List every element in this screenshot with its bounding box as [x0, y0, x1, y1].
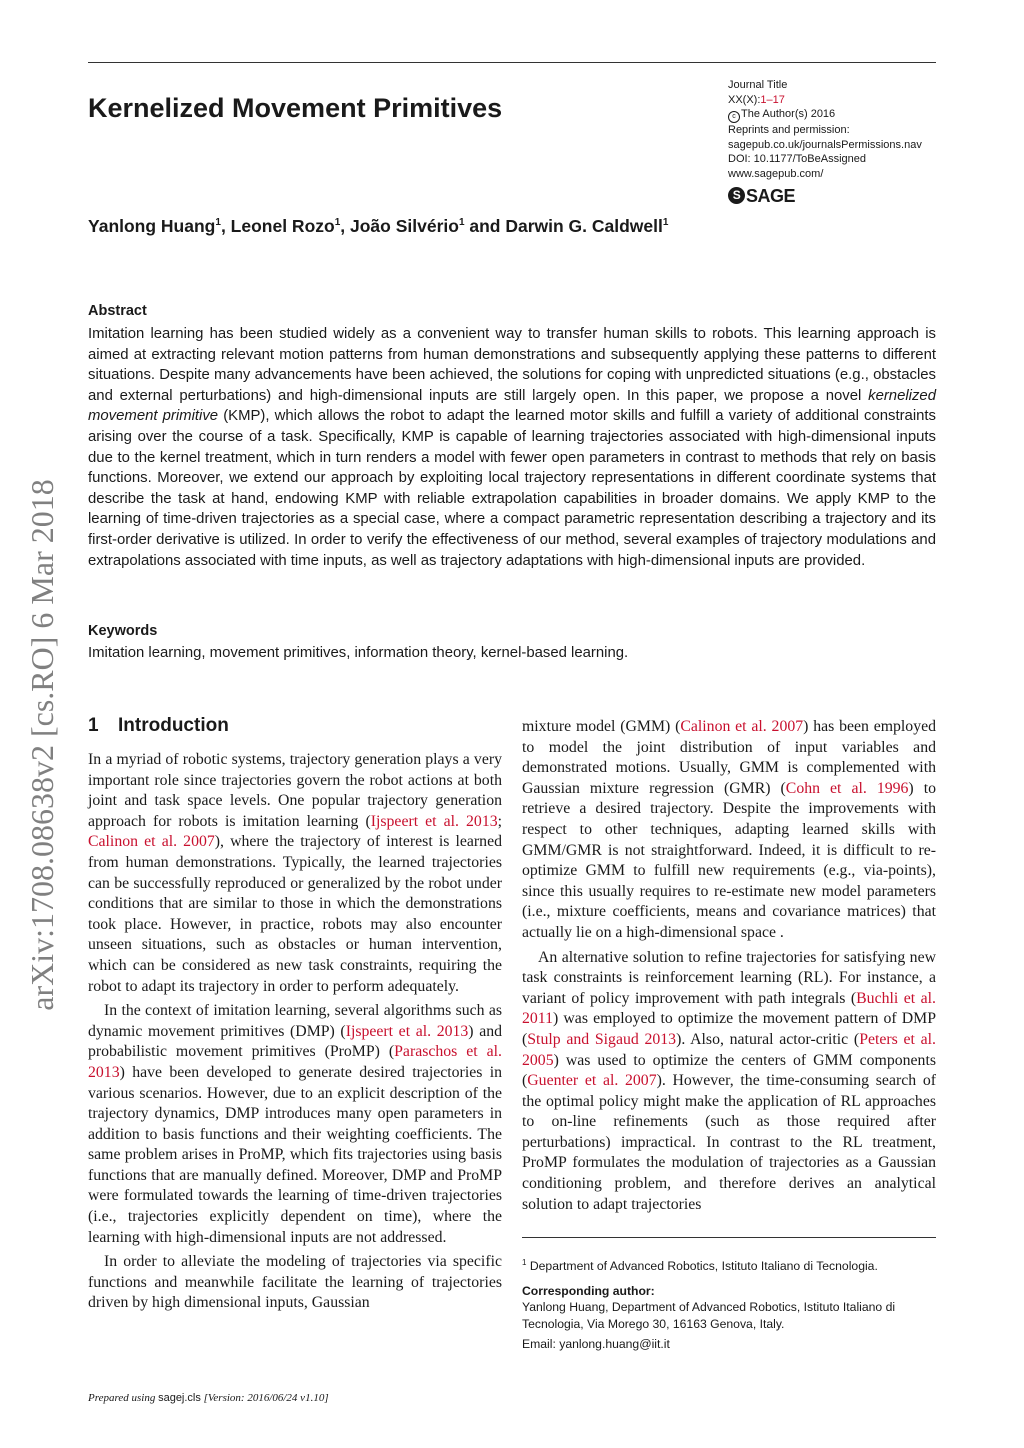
body-text: ), where the trajectory of interest is learned from human demonstrations. Typically, the learned trajectories can be successfully reproduced or generalized by the robot under conditions that are similar to those in which the demonstrations took place. However, in practice, robots may also encounter unseen situations, such as obstacles or human intervention, which can be considered as new task constraints, requiring the robot to adapt its trajectory in order to perform adequately. — [88, 833, 502, 995]
body-text: ). However, the time-consuming search of the optimal policy might make the application of RL approaches to on-line refinements (such as those required after perturbations) impractical. In contrast to the RL treatment, ProMP formulates the modulation of trajectories as a Gaussian conditioning problem, and therefore derives an analytical solution to adapt trajectories — [522, 1072, 936, 1213]
author-affiliation-mark: 1 — [662, 217, 669, 228]
email-address[interactable]: Email: yanlong.huang@iit.it — [522, 1337, 670, 1352]
citation-link[interactable]: Buchli et al. 2011 — [522, 989, 937, 1028]
body-text: ) was employed to optimize the movement pattern of DMP ( — [522, 1010, 936, 1048]
affiliation-footnote — [522, 1255, 936, 1275]
intro-paragraph-3 — [88, 1252, 502, 1314]
right-column — [522, 717, 936, 1219]
version-info: [Version: 2016/06/24 v1.10] — [200, 1392, 329, 1404]
citation-link[interactable]: Guenter et al. 2007 — [527, 1072, 657, 1090]
section-number: 1 — [88, 715, 99, 736]
intro-paragraph-2 — [88, 1001, 502, 1248]
reprints-label: Reprints and permission: — [728, 124, 850, 137]
corresponding-author-heading: Corresponding author: — [522, 1283, 655, 1298]
body-text: In order to alleviate the modeling of trajectories via specific functions and meanwhile facilitate the learning of trajectories driven by high dimensional inputs, Gaussian — [88, 1253, 502, 1312]
sage-logo-text: SAGE — [746, 185, 796, 206]
intro-paragraph-3-continued — [522, 717, 936, 944]
left-column — [88, 714, 502, 1318]
copyright-icon: c — [728, 111, 740, 123]
abstract-section — [88, 302, 936, 571]
journal-volume: XX(X): — [728, 93, 761, 106]
sage-logo — [728, 186, 943, 206]
citation-link[interactable]: Peters et al. 2005 — [522, 1030, 936, 1069]
keywords-section — [88, 622, 936, 663]
doi: DOI: 10.1177/ToBeAssigned — [728, 153, 866, 166]
footnotes — [522, 1255, 936, 1353]
body-text: ) has been employed to model the joint distribution of input variables and demonstrated motions. Usually, GMM is complemented with Gaussian mixture regression (GMR) ( — [522, 718, 937, 797]
abstract-text-part-2: (KMP), which allows the robot to adapt the learned motor skills and fulfill a variety of additional constraints arising over the course of a task. Specifically, KMP is capable of learning trajectories associated with high-dimensional inputs due to the kernel treatment, which in turn renders a model with fewer open parameters in contrast to methods that rely on basis functions. Moreover, we extend our approach by exploiting local trajectory representations in different coordinate systems that describe the task at hand, endowing KMP with reliable extrapolation capabilities in broader domains. We apply KMP to the learning of time-driven trajectories as a special case, where a compact parametric representation describing a trajectory and its first-order derivative is utilized. In order to verify the effectiveness of our method, several examples of trajectory modulations and extrapolations associated with time inputs, as well as trajectory adaptations with high-dimensional inputs are provided. — [88, 408, 936, 569]
citation-link[interactable]: Paraschos et al. 2013 — [88, 1043, 502, 1081]
keywords-text: Imitation learning, movement primitives, information theory, kernel-based learning. — [88, 645, 629, 661]
header-rule — [88, 62, 936, 63]
prepared-using-label: Prepared using — [88, 1392, 159, 1404]
journal-info — [728, 78, 943, 206]
affiliation-text: Department of Advanced Robotics, Istituto Italiano di Tecnologia. — [529, 1259, 878, 1274]
copyright-text: The Author(s) 2016 — [741, 108, 836, 121]
abstract-text — [88, 324, 936, 571]
body-text: In a myriad of robotic systems, trajectory generation plays a very important role since trajectories govern the robot actions at both joint and task space levels. One popular trajectory generation approach for robots is imitation learning ( — [88, 751, 502, 830]
reprints-url: sagepub.co.uk/journalsPermissions.nav — [728, 138, 922, 151]
page-range-link[interactable]: 1–17 — [760, 93, 785, 106]
abstract-text-part-1: Imitation learning has been studied widely as a convenient way to transfer human skills to robots. This learning approach is aimed at extracting relevant motion patterns from human demonstrations and subsequently applying these patterns to different situations. Despite many advancements have been achieved, the solutions for coping with unpredicted situations (e.g., obstacles and external perturbations) and high-dimensional inputs are still largely open. In this paper, we propose a novel — [88, 326, 936, 404]
corresponding-author-text: Yanlong Huang, Department of Advanced Robotics, Istituto Italiano di Tecnologia, Via Morego 30, 16163 Genova, Italy. — [522, 1300, 896, 1331]
arxiv-identifier-stamp: arXiv:1708.08638v2 [cs.RO] 6 Mar 2018 — [24, 479, 60, 1011]
paper-title: Kernelized Movement Primitives — [88, 93, 503, 123]
author-separator: , — [340, 215, 350, 236]
citation-link[interactable]: Calinon et al. 2007 — [680, 718, 804, 735]
citation-link[interactable]: Stulp and Sigaud 2013 — [527, 1030, 677, 1048]
journal-volume-pages — [728, 93, 943, 108]
body-text: ; — [497, 812, 503, 830]
sage-logo-icon: S — [728, 187, 745, 204]
copyright-line — [728, 107, 943, 123]
footnote-rule — [522, 1237, 936, 1238]
citation-link[interactable]: Ijspeert et al. 2013 — [345, 1022, 469, 1040]
body-text: ) and probabilistic movement primitives (ProMP) ( — [88, 1022, 502, 1061]
abstract-emphasis: kernelized movement primitive — [88, 387, 936, 425]
author-affiliation-mark: 1 — [458, 217, 465, 228]
class-file-name: sagej.cls — [158, 1392, 201, 1404]
citation-link[interactable]: Cohn et al. 1996 — [785, 779, 909, 797]
author-separator: , — [220, 215, 231, 236]
publisher-website: www.sagepub.com/ — [728, 167, 824, 180]
page-footer — [88, 1392, 329, 1404]
author-name: Yanlong Huang — [88, 215, 216, 236]
body-text: ). Also, natural actor-critic ( — [676, 1030, 860, 1048]
author-separator: and — [464, 215, 506, 236]
citation-link[interactable]: Ijspeert et al. 2013 — [370, 812, 498, 830]
author-name: Leonel Rozo — [230, 215, 335, 236]
author-affiliation-mark: 1 — [215, 217, 221, 228]
body-text: mixture model (GMM) ( — [522, 718, 681, 735]
body-text: ) was used to optimize the centers of GMM components ( — [522, 1051, 936, 1090]
abstract-heading: Abstract — [88, 303, 147, 319]
body-text: In the context of imitation learning, several algorithms such as dynamic movement primitives (DMP) ( — [88, 1002, 502, 1040]
intro-paragraph-1 — [88, 750, 502, 997]
citation-link[interactable]: Calinon et al. 2007 — [88, 833, 215, 851]
section-title: Introduction — [118, 715, 229, 736]
keywords-heading: Keywords — [88, 623, 158, 639]
journal-name: Journal Title — [728, 79, 788, 91]
affiliation-mark: 1 — [522, 1258, 527, 1267]
intro-paragraph-4 — [522, 948, 936, 1216]
body-text: ) have been developed to generate desired trajectories in various scenarios. However, due to an explicit description of the trajectory dynamics, DMP introduces many open parameters in addition to basis functions and their weighting coefficients. The same problem arises in ProMP, which fits trajectories using basis functions that are manually defined. Moreover, DMP and ProMP were formulated towards the learning of time-driven trajectories (i.e., trajectories explicitly dependent on time), where the learning with high-dimensional inputs are not addressed. — [88, 1063, 502, 1246]
author-name: Darwin G. Caldwell — [505, 215, 663, 236]
body-text: ) to retrieve a desired trajectory. Despite the improvements with respect to other techniques, adapting learned skills with GMM/GMR is not straightforward. Indeed, it is difficult to re-optimize GMM to fulfill new requirements (e.g., via-points), since this usually requires to re-estimate new model parameters (i.e., mixture coefficients, means and covariance matrices) that actually lie on a high-dimensional space . — [522, 779, 936, 941]
author-affiliation-mark: 1 — [334, 217, 341, 228]
body-text: An alternative solution to refine trajectories for satisfying new task constraints is reinforcement learning (RL). For instance, a variant of policy improvement with path integrals ( — [522, 948, 936, 1007]
author-list — [88, 212, 668, 237]
introduction-heading — [88, 714, 502, 738]
author-name: João Silvério — [350, 215, 459, 236]
